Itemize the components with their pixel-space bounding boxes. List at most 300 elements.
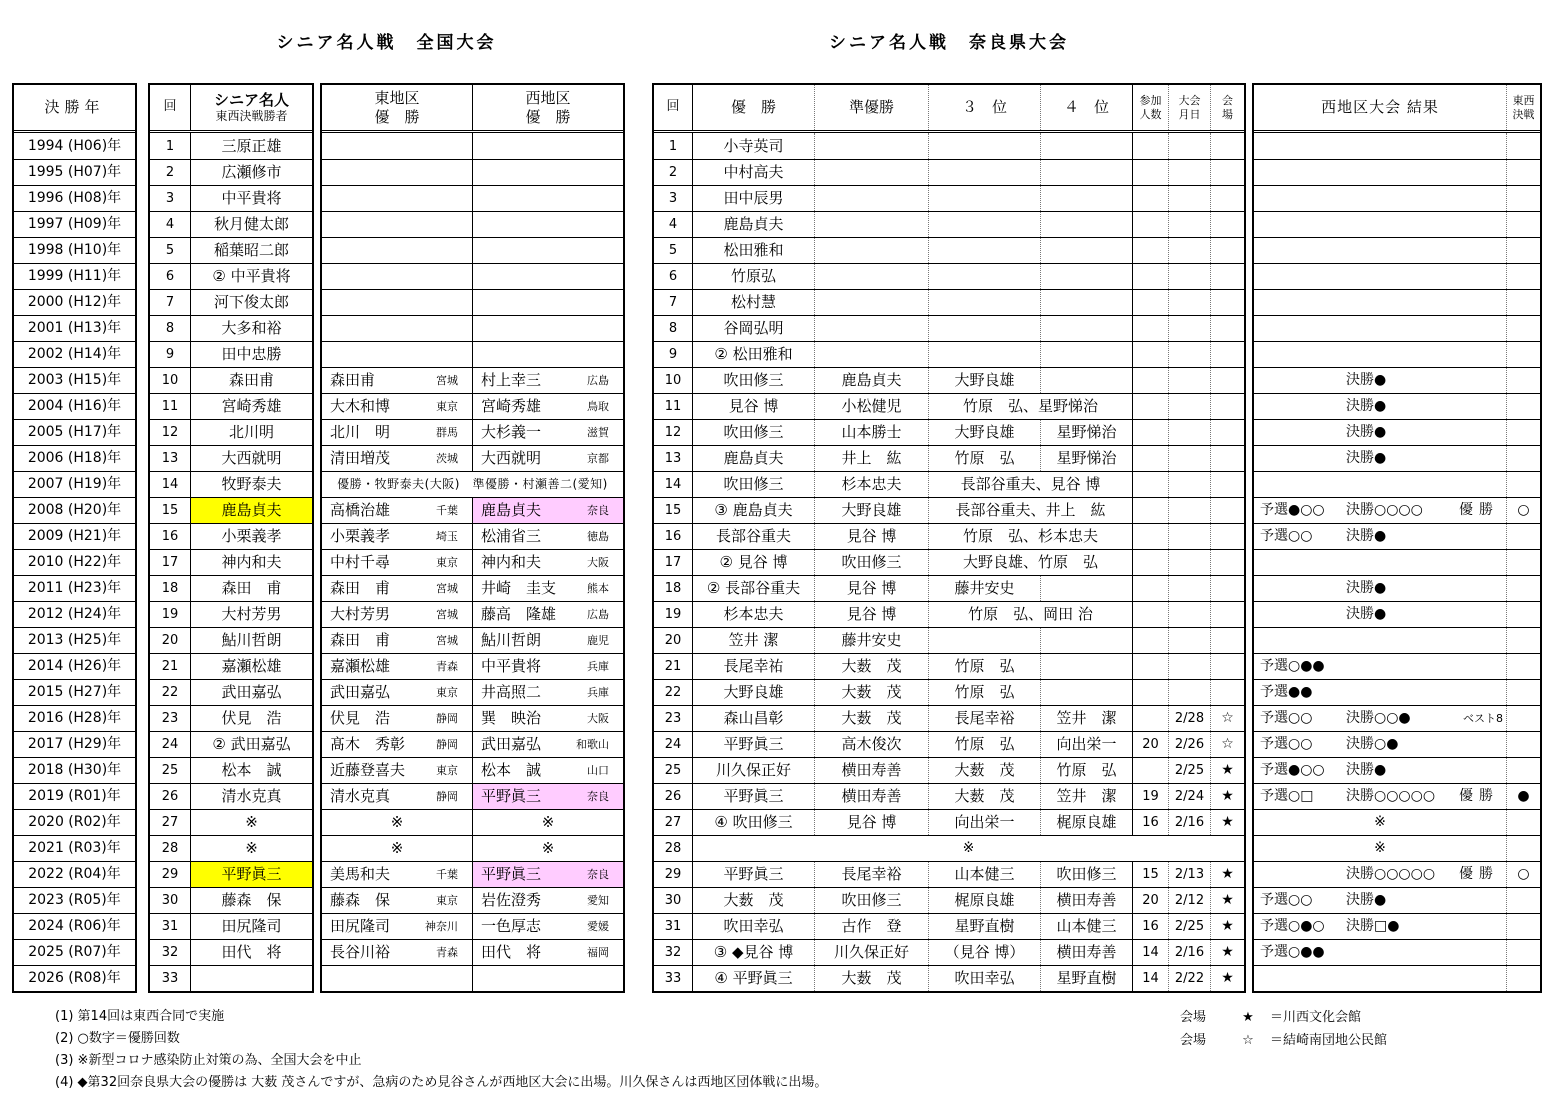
winner-cell: 田中辰男 (692, 186, 814, 211)
third-fourth-merged-cell: 竹原 弘、星野悌治 (928, 394, 1132, 419)
date-cell (1168, 498, 1210, 523)
west-winner-name: 松浦省三 (481, 527, 542, 545)
round-cell: 22 (161, 685, 179, 700)
district-row (322, 237, 623, 263)
final-result: 決勝□● (1346, 918, 1400, 934)
west-winner-pref: 大阪 (587, 712, 609, 725)
west-winner-cell (472, 238, 623, 263)
round-cell: 19 (664, 607, 682, 622)
fourth-place-cell (1040, 576, 1132, 601)
west-winner-name: 宮崎秀雄 (481, 397, 542, 415)
nara-result-row (654, 263, 1244, 289)
year-cell: 2014 (H26)年 (27, 658, 122, 674)
district-row (322, 653, 623, 679)
meijin-row (150, 731, 312, 757)
west-result-row (1254, 965, 1540, 991)
east-west-final-cell: ● (1506, 784, 1540, 809)
west-winner-cell (472, 550, 623, 575)
fourth-place-cell (1040, 316, 1132, 341)
year-cell: 1995 (H07)年 (27, 164, 122, 180)
round-cell: 3 (668, 191, 678, 206)
prelim-result: 予選●○○ (1260, 762, 1325, 778)
west-winner-cell (472, 498, 623, 523)
district-row (322, 289, 623, 315)
west-result-cell (1254, 342, 1506, 367)
year-cell: 2010 (H22)年 (27, 554, 122, 570)
round-cell: 11 (664, 399, 682, 414)
winner-cell: ④ 吹田修三 (692, 810, 814, 835)
winner-cell: 平野眞三 (692, 784, 814, 809)
meijin-name-cell (190, 966, 312, 991)
round-cell: 3 (165, 191, 175, 206)
year-row (14, 367, 135, 393)
venue-cell (1210, 316, 1244, 341)
year-cell: 2017 (H29)年 (27, 736, 122, 752)
west-winner-name: 鹿島貞夫 (481, 501, 542, 519)
cancelled-merged-cell: ※ (692, 836, 1244, 861)
meijin-row (150, 679, 312, 705)
round-cell: 33 (161, 971, 179, 986)
champion-label: 優勝 (1459, 866, 1499, 882)
west-winner-cell (472, 914, 623, 939)
year-cell: 2020 (R02)年 (28, 814, 121, 830)
west-winner-name: 鮎川哲朗 (481, 631, 542, 649)
east-west-final-cell (1506, 212, 1540, 237)
west-winner-pref: 鳥取 (587, 400, 609, 413)
east-winner-name: 小栗義孝 (330, 527, 391, 545)
east-west-final-cell (1506, 420, 1540, 445)
third-place-cell: 大薮 茂 (928, 758, 1040, 783)
west-result-cell (1254, 498, 1506, 523)
nara-result-row (654, 757, 1244, 783)
venue-cell (1210, 446, 1244, 471)
west-result-cell (1254, 160, 1506, 185)
venue-cell (1210, 238, 1244, 263)
west-winner-pref: 大阪 (587, 556, 609, 569)
participants-cell (1132, 160, 1168, 185)
third-place-cell (928, 628, 1040, 653)
legend-label-2: 会場 (1180, 1033, 1207, 1048)
participants-cell: 16 (1132, 914, 1168, 939)
table-meijin-header (150, 85, 312, 133)
venue-cell (1210, 264, 1244, 289)
year-cell: 2000 (H12)年 (27, 294, 122, 310)
winner-cell: 中村高夫 (692, 160, 814, 185)
fourth-place-cell (1040, 264, 1132, 289)
east-winner-name: 清田増茂 (330, 449, 391, 467)
winner-cell: 吹田修三 (692, 420, 814, 445)
east-winner-cell (322, 550, 472, 575)
round-cell: 20 (664, 633, 682, 648)
round-cell: 31 (161, 919, 179, 934)
meijin-row (150, 341, 312, 367)
date-cell (1168, 264, 1210, 289)
west-winner-name: 平野眞三 (481, 865, 542, 883)
west-winner-name: 藤高 隆雄 (481, 605, 557, 623)
west-result-row (1254, 367, 1540, 393)
east-winner-cell (322, 628, 472, 653)
round-cell: 15 (161, 503, 179, 518)
venue-cell (1210, 654, 1244, 679)
west-winner-name: 井崎 圭支 (481, 579, 557, 597)
meijin-name-cell: 森田甫 (190, 368, 312, 393)
east-winner-cell (322, 212, 472, 237)
third-place-cell (928, 186, 1040, 211)
winner-cell: ④ 平野眞三 (692, 966, 814, 991)
third-fourth-merged-cell: 竹原 弘、岡田 治 (928, 602, 1132, 627)
year-cell: 1996 (H08)年 (27, 190, 122, 206)
year-cell: 2001 (H13)年 (27, 320, 122, 336)
meijin-name-cell: 秋月健太郎 (190, 212, 312, 237)
winner-cell: 松田雅和 (692, 238, 814, 263)
venue-legend (1180, 1006, 1387, 1052)
east-winner-name: 近藤登喜夫 (330, 761, 406, 779)
venue-cell (1210, 472, 1244, 497)
round-cell: 30 (161, 893, 179, 908)
header-west-result: 西地区大会 結果 (1321, 98, 1439, 117)
east-winner-name: 高橋治雄 (330, 501, 391, 519)
meijin-name-cell: 伏見 浩 (190, 706, 312, 731)
west-result-row (1254, 133, 1540, 159)
east-winner-cell (322, 264, 472, 289)
table-nara (652, 83, 1246, 993)
participants-cell (1132, 133, 1168, 159)
runnerup-cell (814, 264, 928, 289)
round-cell: 7 (668, 295, 678, 310)
east-west-final-cell (1506, 758, 1540, 783)
east-winner-pref: 東京 (436, 556, 458, 569)
date-cell (1168, 290, 1210, 315)
west-winner-name: 井高照二 (481, 683, 542, 701)
participants-cell (1132, 706, 1168, 731)
west-winner-pref: 広島 (587, 608, 609, 621)
east-winner-cell (322, 238, 472, 263)
east-winner-pref: 青森 (436, 946, 458, 959)
third-fourth-merged-cell: 竹原 弘、杉本忠夫 (928, 524, 1132, 549)
final-result: 決勝○● (1346, 736, 1399, 752)
participants-cell (1132, 342, 1168, 367)
winner-cell: ② 見谷 博 (692, 550, 814, 575)
district-row (322, 731, 623, 757)
district-row (322, 601, 623, 627)
year-row (14, 913, 135, 939)
west-winner-cell (472, 342, 623, 367)
west-result-cell (1254, 133, 1506, 159)
meijin-row (150, 705, 312, 731)
runnerup-cell: 川久保正好 (814, 940, 928, 965)
date-cell (1168, 368, 1210, 393)
round-cell: 33 (664, 971, 682, 986)
runnerup-cell: 大野良雄 (814, 498, 928, 523)
round-cell: 22 (664, 685, 682, 700)
year-row (14, 159, 135, 185)
east-winner-cell (322, 940, 472, 965)
runnerup-cell: 大薮 茂 (814, 654, 928, 679)
round-cell: 8 (165, 321, 175, 336)
west-result-cell (1254, 784, 1506, 809)
west-winner-name: 村上幸三 (481, 371, 542, 389)
nara-result-row (654, 341, 1244, 367)
final-result: 決勝● (1346, 372, 1387, 388)
venue-cell (1210, 160, 1244, 185)
fourth-place-cell (1040, 628, 1132, 653)
header-third: ３ 位 (928, 85, 1040, 130)
footnote-3: (3) ※新型コロナ感染防止対策の為、全国大会を中止 (55, 1053, 362, 1068)
participants-cell (1132, 576, 1168, 601)
year-cell: 2011 (H23)年 (27, 580, 122, 596)
round-cell: 21 (161, 659, 179, 674)
winner-cell: ② 長部谷重夫 (692, 576, 814, 601)
winner-cell: 見谷 博 (692, 394, 814, 419)
legend-row-kawanishi (1180, 1006, 1387, 1029)
west-winner-name: 田代 将 (481, 943, 542, 961)
year-row (14, 835, 135, 861)
year-row (14, 523, 135, 549)
round-cell: 30 (664, 893, 682, 908)
meijin-row (150, 549, 312, 575)
meijin-row (150, 133, 312, 159)
west-result-row (1254, 653, 1540, 679)
east-west-final-cell (1506, 966, 1540, 991)
header-west-line2: 優 勝 (525, 107, 571, 126)
west-result-row (1254, 939, 1540, 965)
east-winner-pref: 茨城 (436, 452, 458, 465)
venue-cell: ★ (1210, 966, 1244, 991)
year-cell: 2021 (R03)年 (28, 840, 121, 856)
footnote-1: (1) 第14回は東西合同で実施 (55, 1009, 225, 1024)
east-winner-pref: 千葉 (436, 868, 458, 881)
east-winner-cell (322, 602, 472, 627)
runnerup-cell (814, 186, 928, 211)
east-winner-cell (322, 316, 472, 341)
east-winner-pref: 東京 (436, 894, 458, 907)
round-cell: 7 (165, 295, 175, 310)
nara-result-row (654, 471, 1244, 497)
winner-cell: 小寺英司 (692, 133, 814, 159)
winner-cell: 鹿島貞夫 (692, 446, 814, 471)
participants-cell: 14 (1132, 940, 1168, 965)
west-winner-pref: 奈良 (587, 504, 609, 517)
east-winner-pref: 千葉 (436, 504, 458, 517)
west-winner-cell (472, 394, 623, 419)
west-winner-cell (472, 680, 623, 705)
east-winner-name: 武田嘉弘 (330, 683, 391, 701)
east-winner-name: 伏見 浩 (330, 709, 391, 727)
east-winner-name: 森田 甫 (330, 579, 391, 597)
year-cell: 2018 (H30)年 (27, 762, 122, 778)
third-fourth-merged-cell: 大野良雄、竹原 弘 (928, 550, 1132, 575)
third-place-cell: 梶原良雄 (928, 888, 1040, 913)
result-right-group (1459, 862, 1506, 887)
meijin-name-cell: 鮎川哲朗 (190, 628, 312, 653)
west-winner-cell (472, 810, 623, 835)
year-cell: 2019 (R01)年 (28, 788, 121, 804)
header-participants-line2: 人数 (1139, 107, 1162, 121)
west-result-cell (1254, 186, 1506, 211)
west-winner-pref: 和歌山 (576, 738, 609, 751)
west-result-row (1254, 211, 1540, 237)
participants-cell: 16 (1132, 810, 1168, 835)
date-cell: 2/13 (1168, 862, 1210, 887)
header-nara-round: 回 (666, 99, 680, 115)
footnote-4: (4) ◆第32回奈良県大会の優勝は 大薮 茂さんですが、急病のため見谷さんが西地区大会に出場。川久保さんは西地区団体戦に出場。 (55, 1075, 828, 1090)
winner-cell: 大野良雄 (692, 680, 814, 705)
round-cell: 10 (161, 373, 179, 388)
west-winner-cell (472, 602, 623, 627)
east-winner-name: 嘉瀬松雄 (330, 657, 391, 675)
east-winner-name: 大木和博 (330, 397, 391, 415)
year-row (14, 705, 135, 731)
round-cell: 12 (664, 425, 682, 440)
east-winner-cell (322, 133, 472, 159)
round-cell: 8 (668, 321, 678, 336)
header-venue-line1: 会 (1222, 93, 1233, 107)
winner-cell: 森山昌彰 (692, 706, 814, 731)
west-result-cell (1254, 576, 1506, 601)
west-result-row (1254, 679, 1540, 705)
runnerup-cell: 吹田修三 (814, 550, 928, 575)
title-nara: シニア名人戦 奈良県大会 (829, 33, 1069, 53)
east-winner-name: 大村芳男 (330, 605, 391, 623)
runnerup-cell: 大薮 茂 (814, 680, 928, 705)
east-winner-cell (322, 758, 472, 783)
header-ew-line1: 東西 (1512, 93, 1535, 107)
west-winner-cell (472, 420, 623, 445)
year-row (14, 549, 135, 575)
fourth-place-cell: 笠井 潔 (1040, 706, 1132, 731)
round-cell: 17 (664, 555, 682, 570)
venue-cell (1210, 186, 1244, 211)
west-result-cell (1254, 368, 1506, 393)
nara-result-row (654, 965, 1244, 991)
runnerup-cell: 横田寿善 (814, 784, 928, 809)
east-west-final-cell (1506, 264, 1540, 289)
year-row (14, 133, 135, 159)
west-winner-cell (472, 290, 623, 315)
nara-result-row (654, 237, 1244, 263)
west-result-row (1254, 913, 1540, 939)
prelim-result: 予選○○ (1260, 892, 1313, 908)
meijin-name-cell: 松本 誠 (190, 758, 312, 783)
nara-result-row (654, 913, 1244, 939)
date-cell (1168, 420, 1210, 445)
west-result-row (1254, 341, 1540, 367)
third-place-cell (928, 290, 1040, 315)
west-winner-pref: 愛知 (587, 894, 609, 907)
round-cell: 27 (664, 815, 682, 830)
year-row (14, 185, 135, 211)
nara-result-row (654, 887, 1244, 913)
year-cell: 2002 (H14)年 (27, 346, 122, 362)
fourth-place-cell (1040, 654, 1132, 679)
meijin-row (150, 861, 312, 887)
round-cell: 4 (165, 217, 175, 232)
round-cell: 10 (664, 373, 682, 388)
round-cell: 13 (161, 451, 179, 466)
legend-row-yuzaki (1180, 1029, 1387, 1052)
round-cell: 29 (161, 867, 179, 882)
meijin-row (150, 289, 312, 315)
winner-cell: 吹田幸弘 (692, 914, 814, 939)
west-result-row (1254, 887, 1540, 913)
nara-result-row (654, 289, 1244, 315)
east-winner-pref: 静岡 (436, 712, 458, 725)
meijin-name-cell: 嘉瀬松雄 (190, 654, 312, 679)
year-cell: 2023 (R05)年 (28, 892, 121, 908)
year-row (14, 471, 135, 497)
year-cell: 2003 (H15)年 (27, 372, 122, 388)
meijin-row (150, 315, 312, 341)
west-result-row (1254, 757, 1540, 783)
round-cell: 26 (161, 789, 179, 804)
runnerup-cell (814, 212, 928, 237)
meijin-name-cell: 中平貴将 (190, 186, 312, 211)
nara-result-row (654, 185, 1244, 211)
third-place-cell: （見谷 博） (928, 940, 1040, 965)
nara-result-row (654, 835, 1244, 861)
round-cell: 28 (664, 841, 682, 856)
west-winner-cell (472, 264, 623, 289)
meijin-row (150, 783, 312, 809)
fourth-place-cell: 吹田修三 (1040, 862, 1132, 887)
west-result-row (1254, 289, 1540, 315)
west-winner-cell (472, 966, 623, 991)
east-winner-pref: 青森 (436, 660, 458, 673)
prelim-result: 予選○●○ (1260, 918, 1325, 934)
table-districts (320, 83, 625, 993)
district-row (322, 835, 623, 861)
round-cell: 13 (664, 451, 682, 466)
nara-result-row (654, 367, 1244, 393)
west-winner-cell (472, 836, 623, 861)
year-cell: 2015 (H27)年 (27, 684, 122, 700)
meijin-name-cell: 藤森 保 (190, 888, 312, 913)
west-result-cell (1254, 524, 1506, 549)
nara-result-row (654, 133, 1244, 159)
final-result: 決勝● (1346, 528, 1387, 544)
meijin-name-cell: 大西就明 (190, 446, 312, 471)
year-cell: 2006 (H18)年 (27, 450, 122, 466)
east-west-final-cell (1506, 550, 1540, 575)
round-cell: 28 (161, 841, 179, 856)
participants-cell (1132, 186, 1168, 211)
round-cell: 29 (664, 867, 682, 882)
west-winner-pref: 兵庫 (587, 660, 609, 673)
header-date-line1: 大会 (1178, 93, 1201, 107)
west-result-row (1254, 237, 1540, 263)
west-result-cell (1254, 550, 1506, 575)
east-winner-name: 北川 明 (330, 423, 391, 441)
west-result-cell (1254, 862, 1506, 887)
meijin-name-cell: 神内和夫 (190, 550, 312, 575)
date-cell (1168, 550, 1210, 575)
third-place-cell: 竹原 弘 (928, 446, 1040, 471)
district-row (322, 523, 623, 549)
west-winner-cell (472, 212, 623, 237)
participants-cell (1132, 472, 1168, 497)
round-cell: 24 (161, 737, 179, 752)
third-place-cell: 大野良雄 (928, 368, 1040, 393)
meijin-row (150, 939, 312, 965)
east-winner-cell (322, 524, 472, 549)
district-row (322, 757, 623, 783)
runnerup-cell: 藤井安史 (814, 628, 928, 653)
third-fourth-merged-cell: 長部谷重夫、見谷 博 (928, 472, 1132, 497)
date-cell (1168, 394, 1210, 419)
third-place-cell: 藤井安史 (928, 576, 1040, 601)
round-cell: 6 (165, 269, 175, 284)
runnerup-cell: 長尾幸裕 (814, 862, 928, 887)
